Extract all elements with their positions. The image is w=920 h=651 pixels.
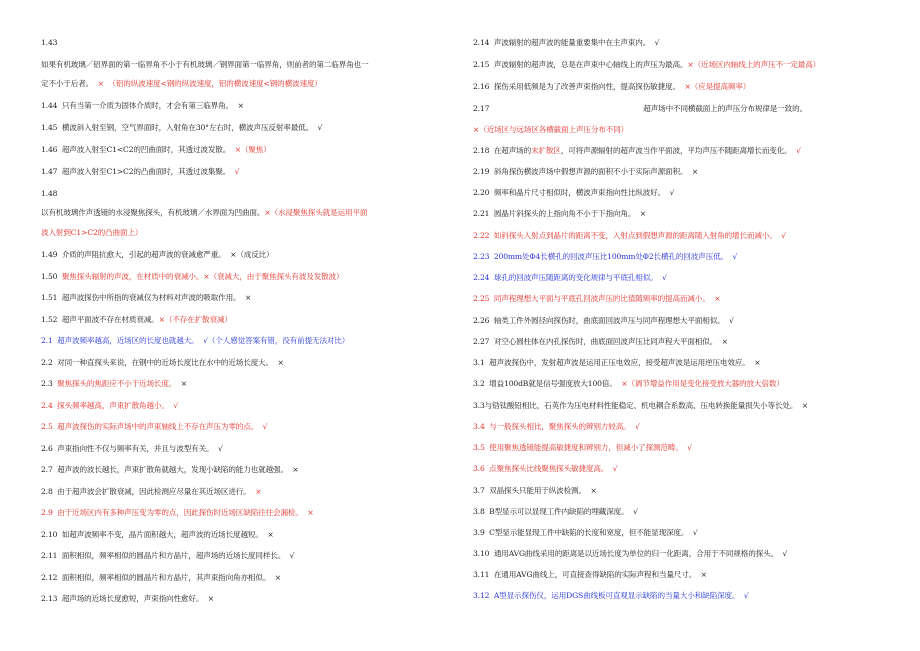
- text-line: [473, 38, 659, 48]
- text-segment: 2.26 轴类工件外圆径向探伤时，曲底面回波声压与同声程理想大平面相似。 √: [473, 316, 734, 325]
- text-line: [473, 273, 667, 283]
- text-segment: 2.9 由于近场区内有多种声压变为零的点，因此探伤时近场区缺陷往往会漏检。 ×: [41, 508, 314, 517]
- text-segment: 1.46 超声波入射至C1<C2的凹曲面时，其透过波发散。: [41, 145, 235, 154]
- text-line: [41, 444, 223, 454]
- text-segment: 2.5 超声波探伤的实际声场中的声束轴线上不存在声压为零的点。 √: [41, 422, 268, 431]
- text-line: [41, 594, 214, 604]
- text-line: [41, 101, 244, 111]
- text-segment: 1.44 只有当第一介质为固体介质时，才会有第三临界角。 ×: [41, 101, 244, 110]
- text-segment: ×（不存在扩散衰减）: [158, 315, 232, 324]
- text-segment: 1.51 超声波探伤中所指的衰减仅为材料对声波的吸取作用。 ×: [41, 293, 252, 302]
- text-segment: 2.7 超声波的波长越长，声束扩散角就越大，发现小缺陷的能力也就越强。 ×: [41, 465, 299, 474]
- text-segment: 3.5 使用聚焦透镜能提高敏捷度和辨别力，但减小了探测范畴。 √: [473, 443, 692, 452]
- text-segment: 2.2 对同一种直探头来说，在钢中的近场长度比在水中的近场长度大。 ×: [41, 358, 284, 367]
- text-line: [41, 38, 57, 48]
- text-segment: 2.4 探头频率越高，声束扩散角越小。 √: [41, 401, 179, 410]
- text-segment: 3.4 与一般探头相比，聚焦探头的辨别力较高。 √: [473, 422, 640, 431]
- text-line: [41, 422, 267, 432]
- text-line: [41, 189, 57, 199]
- text-segment: ×（水浸聚焦探头就是运用平面: [264, 208, 368, 217]
- text-segment: 2.3: [41, 379, 58, 388]
- text-segment: 3.9 C型显示能显现工件中缺陷的长度和宽度，但不能显现深度。 √: [473, 528, 698, 537]
- text-segment: 1.43: [41, 38, 58, 47]
- text-line: [41, 228, 142, 238]
- text-segment: 3.3与锆钛酸铅相比，石英作为压电材料性能稳定、机电耦合系数高、压电转换能量损失小等长处。 ×: [473, 401, 808, 410]
- text-segment: 2.1 超声波频率越高，近场区的长度也就越大。 √（个人感觉答案有错，没有前提无法对比）: [41, 336, 350, 345]
- text-segment: 定不小于后者。: [41, 79, 94, 88]
- text-line: [41, 145, 271, 155]
- text-segment: 2.13 超声场的近场长度愈短，声束指向性愈好。 ×: [41, 594, 215, 603]
- text-segment: 3.12 A型显示探伤仪，运用DGS曲线板可直观显示缺陷的当量大小和缺陷深度。 √: [473, 591, 749, 600]
- text-line: [473, 337, 728, 347]
- text-line: [473, 401, 808, 411]
- text-line: [473, 443, 692, 453]
- text-segment: 2.17: [473, 104, 490, 113]
- text-segment: ×（近场区与远场区各横截面上声压分布不同）: [473, 125, 629, 134]
- text-segment: 如果有机玻璃／铝界面的第一临界角不小于有机玻璃／钢界面第一临界角，则前者的第二临界角也一: [41, 60, 369, 69]
- text-line: [41, 379, 187, 389]
- text-segment: ×（聚焦）: [234, 145, 271, 154]
- text-line: [41, 508, 314, 518]
- text-segment: 3.1 超声波探伤中，发射超声波是运用正压电效应，接受超声波是运用逆压电效应。 ×: [473, 358, 761, 367]
- text-segment: ×: [255, 487, 262, 496]
- text-line: [473, 60, 820, 70]
- text-segment: 波入射到C1>C2的凸曲面上）: [41, 228, 143, 237]
- text-line: [41, 465, 299, 475]
- text-line: [473, 316, 734, 326]
- text-segment: 3.8 B型显示可以显现工件内缺陷的埋藏深度。 √: [473, 507, 638, 516]
- text-line: [473, 209, 646, 219]
- text-line: [41, 167, 239, 177]
- text-line: [473, 528, 698, 538]
- text-segment: 2.22 如斜探头入射点到晶片的距离不变，入射点到假想声源的距离随入射角的增长而减小。 √: [473, 231, 786, 240]
- text-line: [473, 252, 737, 262]
- text-line: [473, 82, 750, 92]
- text-line: [41, 315, 232, 325]
- text-line: [473, 570, 707, 580]
- text-segment: 2.21 圆晶片斜探头的上指向角不小于下指向角。 ×: [473, 209, 647, 218]
- text-line: [473, 507, 638, 517]
- text-line: [473, 167, 698, 177]
- text-segment: 3.10 通用AVG曲线采用的距离是以近场长度为单位的归一化距离，合用于不同规格的探头。 √: [473, 549, 788, 558]
- text-line: [473, 422, 640, 432]
- text-segment: 2.12 面积相似，频率相似的圆晶片和方晶片，其声束指向角亦相似。 ×: [41, 573, 281, 582]
- text-segment: 2.19 斜角探伤横波声场中假想声源的面积不小于实际声源面积。 ×: [473, 167, 699, 176]
- text-segment: ×（近场区内轴线上的声压不一定最高）: [687, 60, 821, 69]
- text-segment: √: [234, 167, 240, 176]
- text-segment: 2.6 声束指向性不仅与频率有关，并且与波型有关。 √: [41, 444, 223, 453]
- text-line: [473, 464, 617, 474]
- text-segment: 2.23 200mm处Φ4长横孔的回波声压比100mm处Φ2长横孔的回波声压低。 √: [473, 252, 738, 261]
- text-segment: ，可将声源辐射的超声波当作平面波，平均声压不随距离增长而变化。: [560, 146, 797, 155]
- text-segment: 2.15 声波辐射的超声波，总是在声束中心轴线上的声压为最高。: [473, 60, 688, 69]
- text-line: [41, 60, 369, 70]
- text-line: [41, 123, 322, 133]
- text-segment: 2.8 由于超声波会扩散衰减，因此检测应尽量在其近场区进行。: [41, 487, 256, 496]
- text-segment: 2.11 面积相似，频率相似的圆晶片和方晶片，超声场的近场长度同样长。 √: [41, 551, 295, 560]
- text-line: [473, 104, 807, 114]
- text-line: [41, 487, 261, 497]
- text-segment: 1.47 超声波入射至C1>C2的凸曲面时，其透过波集聚。: [41, 167, 235, 176]
- text-segment: 3.6 点聚焦探头比线聚焦探头敏捷度高。 √: [473, 464, 618, 473]
- text-segment: 2.14 声波辐射的超声波的能量重要集中在主声束内。 √: [473, 38, 660, 47]
- text-segment: 3.2 增益100dB就是信号强度放大100倍。: [473, 379, 622, 388]
- text-line: [41, 401, 178, 411]
- text-line: [473, 358, 760, 368]
- text-segment: 1.49 介质的声阻抗愈大，引起的超声波的衰减愈严重。 ×（成反比）: [41, 250, 274, 259]
- text-segment: 2.16 探伤采用低频是为了改善声束指向性，提高探伤敏捷度。: [473, 82, 685, 91]
- text-line: [473, 486, 597, 496]
- text-line: [473, 125, 628, 135]
- text-line: [41, 293, 251, 303]
- text-segment: √: [796, 146, 801, 155]
- text-segment: 超声场中不同横截面上的声压分布规律是一致的。: [489, 104, 808, 113]
- text-segment: ×（应是提高频率）: [684, 82, 751, 91]
- text-segment: 1.48: [41, 189, 58, 198]
- text-line: [473, 591, 749, 601]
- text-segment: 2.10 如超声波频率不变，晶片面积越大，超声波的近场长度越短。 ×: [41, 530, 274, 539]
- text-line: [473, 188, 674, 198]
- text-segment: 1.50: [41, 272, 62, 281]
- text-line: [473, 379, 784, 389]
- text-segment: 2.27 对空心圆柱体在内孔探伤时，曲底面回波声压比同声程大平面相似。 ×: [473, 337, 728, 346]
- text-line: [41, 551, 294, 561]
- text-segment: ×: [176, 379, 188, 388]
- text-segment: × （铝的纵波速度<钢的纵波速度，铝的横波速度<钢的横波速度）: [93, 79, 322, 88]
- text-line: [473, 231, 786, 241]
- text-line: [41, 336, 349, 346]
- text-segment: 2.20 频率和晶片尺寸相似时，横波声束指向性比纵波好。 √: [473, 188, 675, 197]
- text-segment: 2.24 球孔的回波声压随距离的变化规律与平底孔相似。 √: [473, 273, 667, 282]
- text-segment: 3.11 在通用AVG曲线上，可直接查得缺陷的实际声程和当量尺寸。 ×: [473, 570, 707, 579]
- text-line: [41, 208, 367, 218]
- text-segment: 1.45 横波斜入射至钢，空气界面时，入射角在30°左右时，横波声压反射率最低。 √: [41, 123, 323, 132]
- text-segment: 以有机玻璃作声透镜的水浸聚焦探头，有机玻璃／水界面为凹曲面。: [41, 208, 265, 217]
- text-segment: ×（调节增益作用是变化接受放大器的放大倍数）: [621, 379, 784, 388]
- text-segment: 聚焦探头的焦距应不小于近场长度。: [57, 379, 177, 388]
- text-segment: 3.7 双晶探头只能用于纵波检测。 ×: [473, 486, 597, 495]
- text-line: [41, 358, 284, 368]
- text-line: [41, 272, 343, 282]
- text-segment: ×（衰减大，由于聚焦探头有波及发散波）: [203, 272, 344, 281]
- text-line: [473, 146, 801, 156]
- text-line: [41, 79, 322, 89]
- text-line: [473, 294, 720, 304]
- text-line: [41, 250, 274, 260]
- text-line: [41, 573, 281, 583]
- text-segment: 2.25 同声程理想大平面与平底孔回波声压的比值随频率的提高而减小。 ×: [473, 294, 721, 303]
- text-segment: 未扩散区: [531, 146, 561, 155]
- text-segment: 2.18 在超声场的: [473, 146, 532, 155]
- text-segment: 聚焦探头辐射的声波，在材质中的衰减小。: [61, 272, 204, 281]
- text-segment: 1.52 超声平面波不存在材质衰减。: [41, 315, 159, 324]
- text-line: [41, 530, 274, 540]
- text-line: [473, 549, 787, 559]
